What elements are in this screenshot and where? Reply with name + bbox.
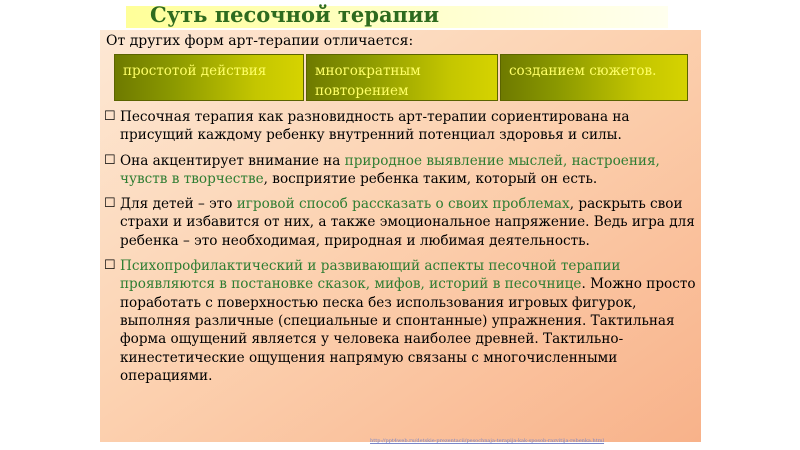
arrow-bullet-icon: ☐ [104, 152, 116, 168]
bullet-text: . Можно просто поработать с поверхностью песка без использования игровых фигурок, выполняя различные (специальные и спонтанные) упражнения. Тактильная форма ощущений является у человека наиболее древней. Тактильно-кинестетические ощущения напрямую связаны с многочисленными операциями. [120, 276, 696, 384]
bullet-text: , раскрыть свои страхи и избавится от них, а также эмоциональное напряжение. Ведь игра для ребенка – это необходимая, природная и любимая деятельность. [120, 196, 695, 249]
bullet-highlight-text: Психопрофилактический и развивающий аспекты песочной терапии проявляются в постановке сказок, мифов, историй в песочнице [120, 258, 621, 293]
feature-cell-simplicity: простотой действия [114, 54, 304, 101]
feature-cell-plots: созданием сюжетов. [500, 54, 688, 101]
subtitle: От других форм арт-терапии отличается: [106, 33, 414, 49]
bullet-highlight-text: природное выявление мыслей, настроения, чувств в творчестве [120, 152, 660, 187]
arrow-bullet-icon: ☐ [104, 196, 116, 212]
bullet-text: Она акцентирует внимание на [120, 152, 345, 169]
bullet-item [102, 152, 696, 189]
bullet-item [102, 257, 696, 385]
feature-cell-repetition: многократным повторением [306, 54, 498, 101]
bullet-text: Песочная терапия как разновидность арт-терапии сориентирована на присущий каждому ребенку внутренний потенциал здоровья и силы. [120, 109, 630, 144]
bullet-list [102, 108, 696, 392]
bullet-item [102, 108, 696, 145]
bullet-highlight-text: игровой способ рассказать о своих проблемах [236, 196, 570, 213]
features-table [114, 54, 688, 101]
page-title: Суть песочной терапии [150, 2, 440, 27]
bullet-text: , восприятие ребенка таким, который он есть. [263, 170, 598, 187]
arrow-bullet-icon: ☐ [104, 109, 116, 124]
bullet-text: Для детей – это [120, 196, 237, 213]
bullet-item [102, 195, 696, 250]
source-link[interactable]: http://ppt4web.ru/detskie-prezentacii/pesochnaja-terapija-kak-sposob-razvitija-rebenka.html [370, 438, 605, 444]
arrow-bullet-icon: ☐ [104, 258, 116, 274]
